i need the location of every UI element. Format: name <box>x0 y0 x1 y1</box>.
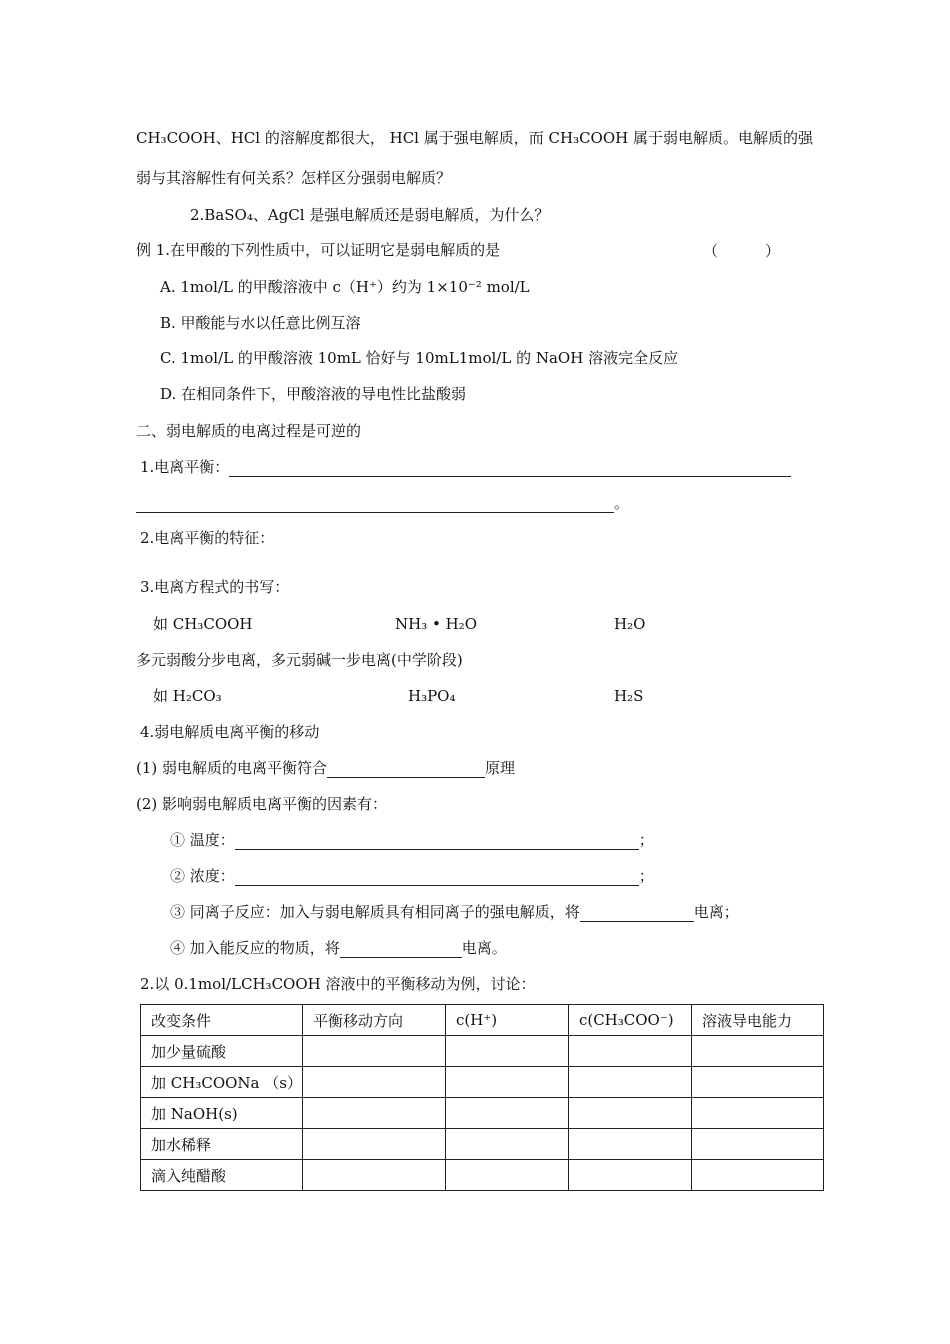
factor-reactant-row <box>170 938 507 958</box>
option-c: C. 1mol/L 的甲酸溶液 10mL 恰好与 10mL1mol/L 的 NaOH 溶液完全反应 <box>160 349 679 367</box>
factor-reactant-blank[interactable] <box>340 941 462 958</box>
header-shift-direction: 平衡移动方向 <box>302 1005 445 1036</box>
ionization-equilibrium-blank-2[interactable] <box>136 496 614 513</box>
principle-row <box>136 758 515 778</box>
factors-heading: (2) 影响弱电解质电离平衡的因素有： <box>136 795 388 813</box>
discussion-table <box>140 1004 824 1191</box>
equation-h3po4: H₃PO₄ <box>408 687 456 705</box>
table-row <box>141 1067 824 1098</box>
polyprotic-note: 多元弱酸分步电离，多元弱碱一步电离(中学阶段) <box>136 651 463 669</box>
table-cell[interactable] <box>568 1067 691 1098</box>
header-conductivity: 溶液导电能力 <box>691 1005 823 1036</box>
equilibrium-shift-label: 4.弱电解质电离平衡的移动 <box>140 723 320 741</box>
ionization-equilibrium-row-2 <box>136 493 629 513</box>
factor-concentration-label: ② 浓度： <box>170 867 235 885</box>
ionization-equilibrium-label: 1.电离平衡： <box>140 458 230 476</box>
table-cell[interactable] <box>302 1098 445 1129</box>
ionization-equilibrium-end: 。 <box>614 494 630 512</box>
table-cell[interactable] <box>568 1129 691 1160</box>
row-condition: 加 CH₃COONa （s） <box>141 1067 303 1098</box>
ionization-equilibrium-blank[interactable] <box>229 460 791 477</box>
answer-paren-close: ） <box>765 242 781 260</box>
factor-common-ion-row <box>170 902 739 922</box>
table-row <box>141 1036 824 1067</box>
factor-temperature-row <box>170 830 654 850</box>
factor-concentration-row <box>170 866 654 886</box>
factor-temperature-label: ① 温度： <box>170 831 235 849</box>
table-cell[interactable] <box>302 1160 445 1191</box>
factor-common-ion-pre: ③ 同离子反应：加入与弱电解质具有相同离子的强电解质，将 <box>170 903 580 921</box>
table-cell[interactable] <box>691 1129 823 1160</box>
header-condition: 改变条件 <box>141 1005 303 1036</box>
factor-temperature-semicolon: ； <box>638 831 654 849</box>
intro-line-1: CH₃COOH、HCl 的溶解度都很大， HCl 属于强电解质，而 CH₃COOH 属于弱电解质。电解质的强 <box>136 129 814 147</box>
table-cell[interactable] <box>302 1129 445 1160</box>
option-b: B. 甲酸能与水以任意比例互溶 <box>160 314 361 332</box>
table-cell[interactable] <box>302 1036 445 1067</box>
row-condition: 滴入纯醋酸 <box>141 1160 303 1191</box>
option-a: A. 1mol/L 的甲酸溶液中 c（H⁺）约为 1×10⁻² mol/L <box>160 278 530 296</box>
table-cell[interactable] <box>445 1098 568 1129</box>
table-cell[interactable] <box>445 1036 568 1067</box>
equation-nh3h2o: NH₃ • H₂O <box>395 615 477 633</box>
intro-line-2: 弱与其溶解性有何关系？怎样区分强弱电解质？ <box>136 169 452 187</box>
factor-reactant-post: 电离。 <box>461 939 507 957</box>
table-cell[interactable] <box>568 1036 691 1067</box>
row-condition: 加 NaOH(s) <box>141 1098 303 1129</box>
equation-ch3cooh: 如 CH₃COOH <box>153 615 253 633</box>
table-cell[interactable] <box>445 1160 568 1191</box>
principle-blank[interactable] <box>327 761 485 778</box>
equation-h2s: H₂S <box>614 687 644 705</box>
factor-concentration-semicolon: ； <box>638 867 654 885</box>
row-condition: 加水稀释 <box>141 1129 303 1160</box>
table-cell[interactable] <box>445 1129 568 1160</box>
example-1-stem: 例 1.在甲酸的下列性质中，可以证明它是弱电解质的是 <box>136 241 501 259</box>
table-header-row <box>141 1005 824 1036</box>
discussion-title: 2.以 0.1mol/LCH₃COOH 溶液中的平衡移动为例，讨论： <box>140 975 536 993</box>
question-2: 2.BaSO₄、AgCl 是强电解质还是弱电解质，为什么？ <box>190 206 550 224</box>
table-cell[interactable] <box>302 1067 445 1098</box>
factor-temperature-blank[interactable] <box>235 833 639 850</box>
answer-paren-open: （ <box>703 242 719 260</box>
factor-concentration-blank[interactable] <box>235 869 639 886</box>
table-row <box>141 1098 824 1129</box>
table-row <box>141 1129 824 1160</box>
table-cell[interactable] <box>445 1067 568 1098</box>
factor-common-ion-blank[interactable] <box>580 905 694 922</box>
table-cell[interactable] <box>568 1160 691 1191</box>
section-2-heading: 二、弱电解质的电离过程是可逆的 <box>136 422 362 440</box>
factor-common-ion-post: 电离； <box>693 903 739 921</box>
equation-h2o: H₂O <box>614 615 646 633</box>
table-row <box>141 1160 824 1191</box>
header-c-h: c(H⁺) <box>445 1005 568 1036</box>
option-d: D. 在相同条件下，甲酸溶液的导电性比盐酸弱 <box>160 385 467 403</box>
principle-post: 原理 <box>485 759 516 777</box>
equilibrium-features-label: 2.电离平衡的特征： <box>140 529 275 547</box>
table-cell[interactable] <box>691 1067 823 1098</box>
header-c-ch3coo: c(CH₃COO⁻) <box>568 1005 691 1036</box>
ionization-equilibrium-row <box>140 457 791 477</box>
table-cell[interactable] <box>691 1036 823 1067</box>
factor-reactant-pre: ④ 加入能反应的物质，将 <box>170 939 340 957</box>
table-cell[interactable] <box>691 1098 823 1129</box>
equation-h2co3: 如 H₂CO₃ <box>153 687 222 705</box>
table-cell[interactable] <box>691 1160 823 1191</box>
row-condition: 加少量硫酸 <box>141 1036 303 1067</box>
table-cell[interactable] <box>568 1098 691 1129</box>
principle-pre: (1) 弱电解质的电离平衡符合 <box>136 759 328 777</box>
ionization-equation-label: 3.电离方程式的书写： <box>140 578 290 596</box>
